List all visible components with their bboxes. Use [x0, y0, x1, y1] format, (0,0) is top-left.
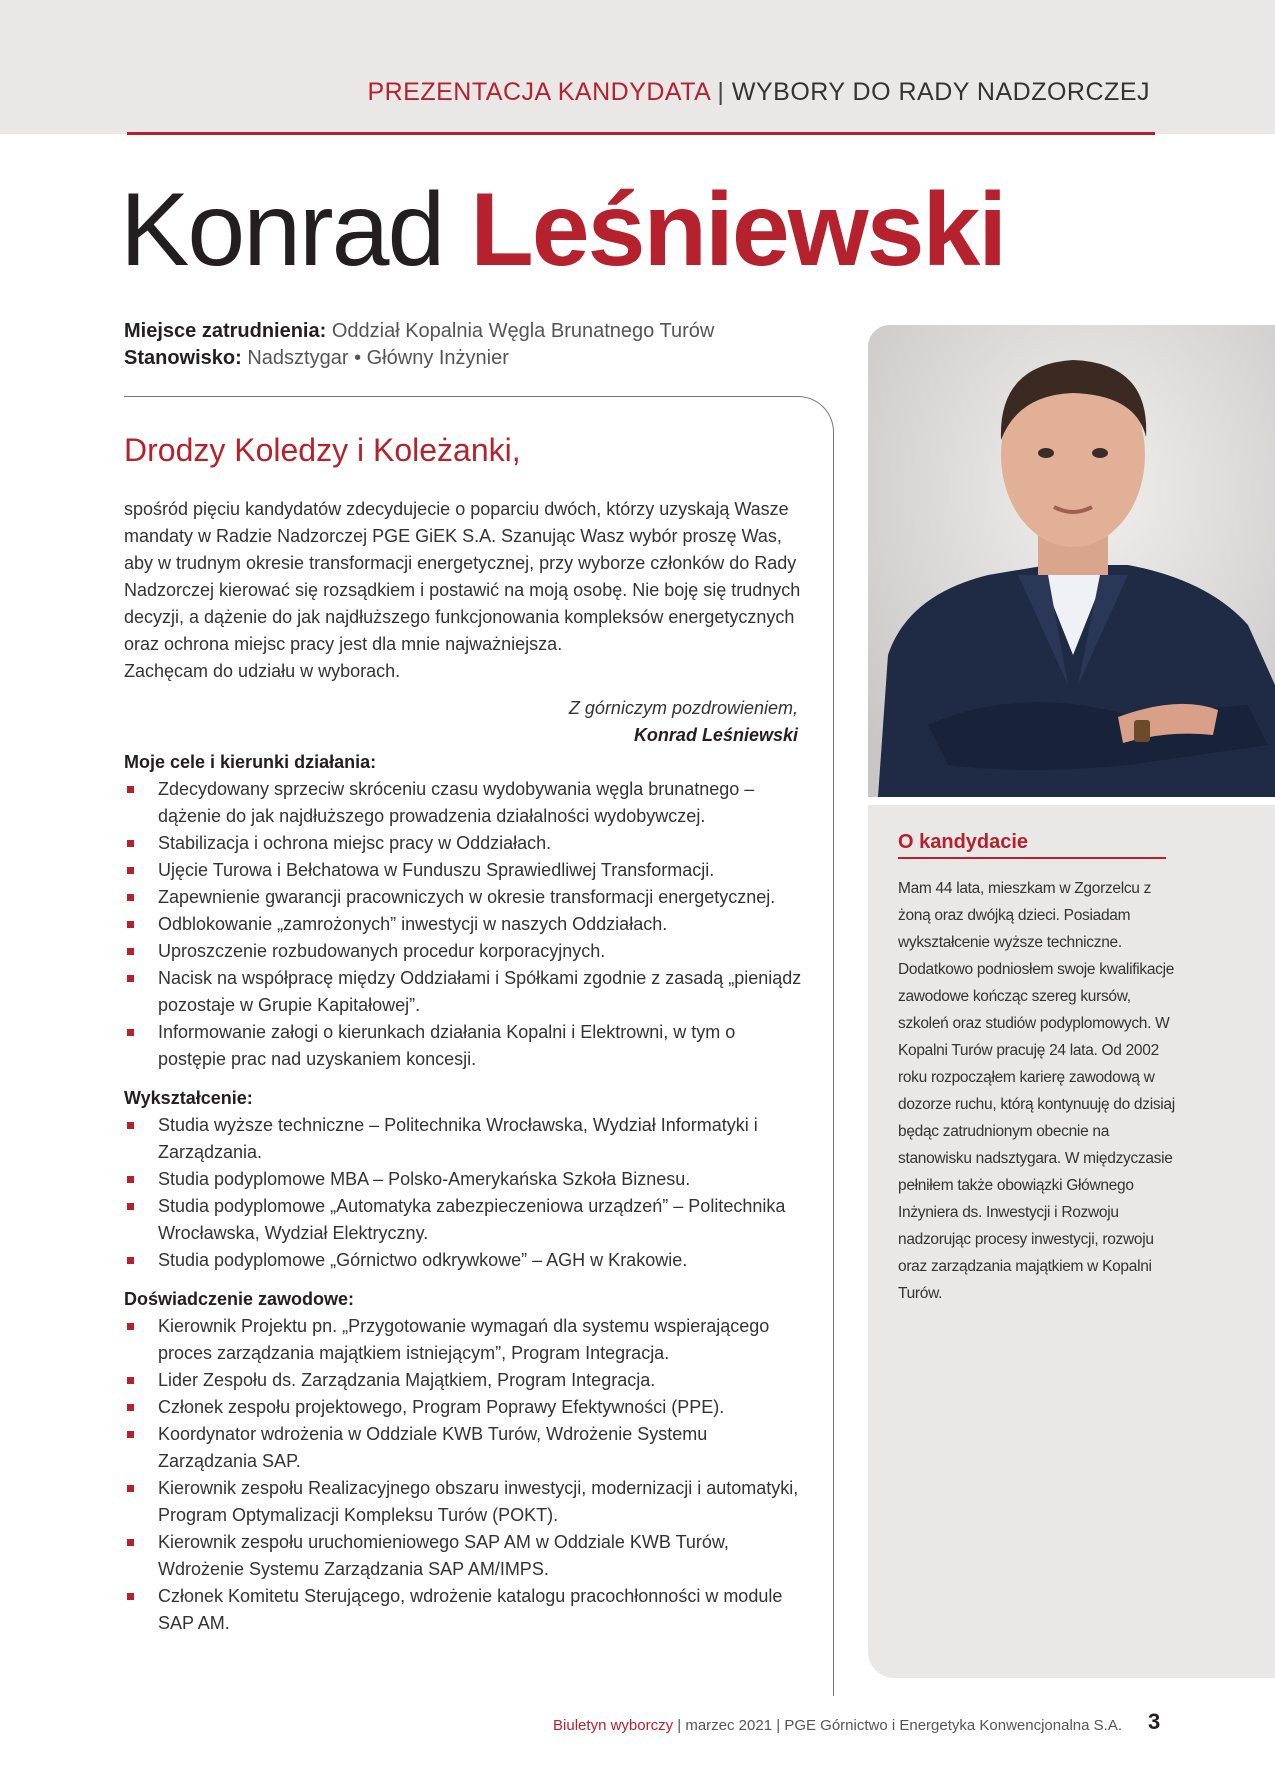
main-column	[124, 430, 804, 1649]
list-item: Zdecydowany sprzeciw skróceniu czasu wydobywania węgla brunatnego – dążenie do jak najdłuższego prowadzenia działalności wydobywczej.	[124, 776, 804, 830]
position-label: Stanowisko:	[124, 347, 242, 369]
header-rule	[127, 132, 1155, 135]
list-item: Nacisk na współpracę między Oddziałami i Spółkami zgodnie z zasadą „pieniądz pozostaje w Grupie Kapitałowej”.	[124, 965, 804, 1019]
about-panel	[868, 805, 1275, 1678]
header-section-red: PREZENTACJA KANDYDATA	[367, 78, 710, 106]
goals-heading: Moje cele i kierunki działania:	[124, 752, 377, 772]
candidate-photo	[868, 325, 1275, 797]
list-item: Studia wyższe techniczne – Politechnika Wrocławska, Wydział Informatyki i Zarządzania.	[124, 1112, 804, 1166]
list-item: Studia podyplomowe MBA – Polsko-Amerykańska Szkoła Biznesu.	[124, 1166, 804, 1193]
employment-label: Miejsce zatrudnienia:	[124, 320, 327, 342]
header-band	[0, 0, 1275, 134]
list-item: Stabilizacja i ochrona miejsc pracy w Oddziałach.	[124, 830, 804, 857]
goals-list	[124, 776, 804, 1073]
letter-sign-off: Z górniczym pozdrowieniem,	[568, 698, 798, 718]
employment-row	[124, 318, 714, 345]
page-number: 3	[1148, 1709, 1161, 1734]
employment-value: Oddział Kopalnia Węgla Brunatnego Turów	[331, 320, 715, 342]
candidate-portrait-illustration	[868, 325, 1275, 797]
list-item: Kierownik zespołu uruchomieniowego SAP AM w Oddziale KWB Turów, Wdrożenie Systemu Zarządzania SAP AM/IMPS.	[124, 1529, 804, 1583]
letter-greeting: Drodzy Koledzy i Koleżanki,	[124, 432, 521, 468]
header-section-dark: WYBORY DO RADY NADZORCZEJ	[731, 78, 1150, 106]
letter-signature: Konrad Leśniewski	[633, 725, 798, 745]
about-heading: O kandydacie	[898, 831, 1166, 859]
letter-body: spośród pięciu kandydatów zdecydujecie o poparciu dwóch, którzy uzyskają Wasze mandaty w Radzie Nadzorczej PGE GiEK S.A. Szanując Wasz wybór proszę Was, aby w trudnym okresie transformacji energetycznej, przy wyborze członków do Rady Nadzorczej kierować się rozsądkiem i postawić na moją osobę. Nie boję się trudnych decyzji, a dążenie do jak najdłuższego funkcjonowania kompleksów energetycznych oraz ochrona miejsc pracy jest dla mnie najważniejsza.	[124, 499, 801, 654]
list-item: Koordynator wdrożenia w Oddziale KWB Turów, Wdrożenie Systemu Zarządzania SAP.	[124, 1421, 804, 1475]
footer-date: marzec 2021	[685, 1717, 773, 1734]
list-item: Lider Zespołu ds. Zarządzania Majątkiem, Program Integracja.	[124, 1367, 804, 1394]
list-item: Studia podyplomowe „Górnictwo odkrywkowe” – AGH w Krakowie.	[124, 1247, 804, 1274]
header-section-title	[367, 78, 1150, 107]
position-row	[124, 345, 714, 372]
experience-list	[124, 1313, 804, 1637]
list-item: Odblokowanie „zamrożonych” inwestycji w naszych Oddziałach.	[124, 911, 804, 938]
footer-company: PGE Górnictwo i Energetyka Konwencjonalna S.A.	[784, 1717, 1122, 1734]
candidate-name	[120, 172, 1006, 288]
header-separator: |	[717, 78, 725, 106]
education-heading: Wykształcenie:	[124, 1088, 253, 1108]
experience-heading: Doświadczenie zawodowe:	[124, 1289, 355, 1309]
footer	[553, 1717, 1122, 1734]
list-item: Kierownik Projektu pn. „Przygotowanie wymagań dla systemu wspierającego proces zarządzania majątkiem istniejącym”, Program Integracja.	[124, 1313, 804, 1367]
list-item: Członek zespołu projektowego, Program Poprawy Efektywności (PPE).	[124, 1394, 804, 1421]
letter-body-block	[124, 496, 804, 685]
candidate-meta	[124, 318, 714, 372]
list-item: Studia podyplomowe „Automatyka zabezpieczeniowa urządzeń” – Politechnika Wrocławska, Wydział Elektryczny.	[124, 1193, 804, 1247]
about-text: Mam 44 lata, mieszkam w Zgorzelcu z żoną oraz dwójką dzieci. Posiadam wykształcenie wyższe techniczne. Dodatkowo podniosłem swoje kwalifikacje zawodowe kończąc szereg kursów, szkoleń oraz studiów podyplomowych. W Kopalni Turów pracuję 24 lata. Od 2002 roku rozpocząłem karierę zawodową w dozorze ruchu, którą kontynuuję do dzisiaj będąc zatrudnionym obecnie na stanowisku nadsztygara. W międzyczasie pełniłem także obowiązki Głównego Inżyniera ds. Inwestycji i Rozwoju nadzorując procesy inwestycji, rozwoju oraz zarządzania majątkiem w Kopalni Turów.	[898, 880, 1175, 1302]
list-item: Uproszczenie rozbudowanych procedur korporacyjnych.	[124, 938, 804, 965]
letter-signature-block	[124, 695, 804, 749]
list-item: Członek Komitetu Sterującego, wdrożenie katalogu pracochłonności w module SAP AM.	[124, 1583, 804, 1637]
candidate-last-name: Leśniewski	[470, 172, 1006, 288]
footer-separator: |	[776, 1717, 781, 1734]
list-item: Informowanie załogi o kierunkach działania Kopalni i Elektrowni, w tym o postępie prac nad uzyskaniem koncesji.	[124, 1019, 804, 1073]
education-list	[124, 1112, 804, 1274]
footer-separator: |	[677, 1717, 682, 1734]
list-item: Kierownik zespołu Realizacyjnego obszaru inwestycji, modernizacji i automatyki, Program Optymalizacji Kompleksu Turów (POKT).	[124, 1475, 804, 1529]
footer-bulletin: Biuletyn wyborczy	[553, 1717, 674, 1734]
list-item: Ujęcie Turowa i Bełchatowa w Funduszu Sprawiedliwej Transformacji.	[124, 857, 804, 884]
letter-closing: Zachęcam do udziału w wyborach.	[124, 661, 401, 681]
list-item: Zapewnienie gwarancji pracowniczych w okresie transformacji energetycznej.	[124, 884, 804, 911]
position-value: Nadsztygar • Główny Inżynier	[247, 347, 509, 369]
candidate-first-name: Konrad	[120, 172, 444, 288]
